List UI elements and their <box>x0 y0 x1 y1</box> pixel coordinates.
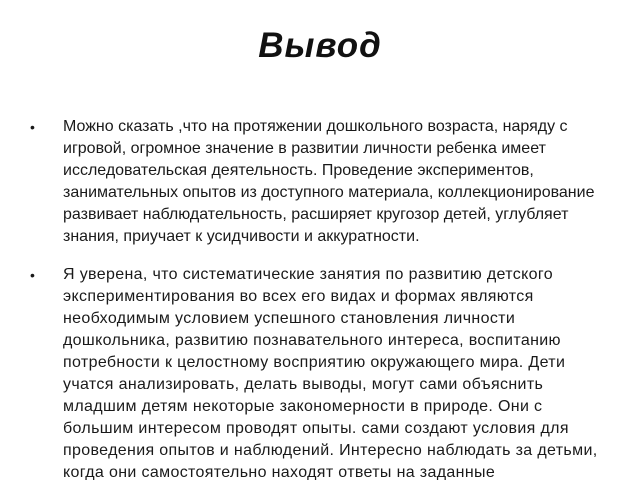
bullet-dot-icon: • <box>30 119 35 135</box>
slide-title: Вывод <box>258 26 382 65</box>
bullet-list <box>30 116 604 480</box>
bullet-item <box>30 264 604 480</box>
bullet-item <box>30 116 604 248</box>
bullet-text: Я уверена, что систематические занятия по развитию детского экспериментирования во всех его видах и формах являются необходимым условием успешного становления личности дошкольника, развитию познавательного интереса, воспитанию потребности к целостному восприятию окружающего мира. Дети учатся анализировать, делать выводы, могут сами объяснить младшим детям некоторые закономерности в природе. Они с большим интересом проводят опыты. сами создают условия для проведения опытов и наблюдений. Интересно наблюдать за детьми, когда они самостоятельно находят ответы на заданные <box>63 266 598 480</box>
bullet-text: Можно сказать ,что на протяжении дошкольного возраста, наряду с игровой, огромное значение в развитии личности ребенка имеет исследовательская деятельность. Проведение экспериментов, занимательных опытов из доступного материала, коллекционирование развивает наблюдательность, расширяет кругозор детей, углубляет знания, приучает к усидчивости и аккуратности. <box>63 118 595 245</box>
bullet-dot-icon: • <box>30 267 35 283</box>
